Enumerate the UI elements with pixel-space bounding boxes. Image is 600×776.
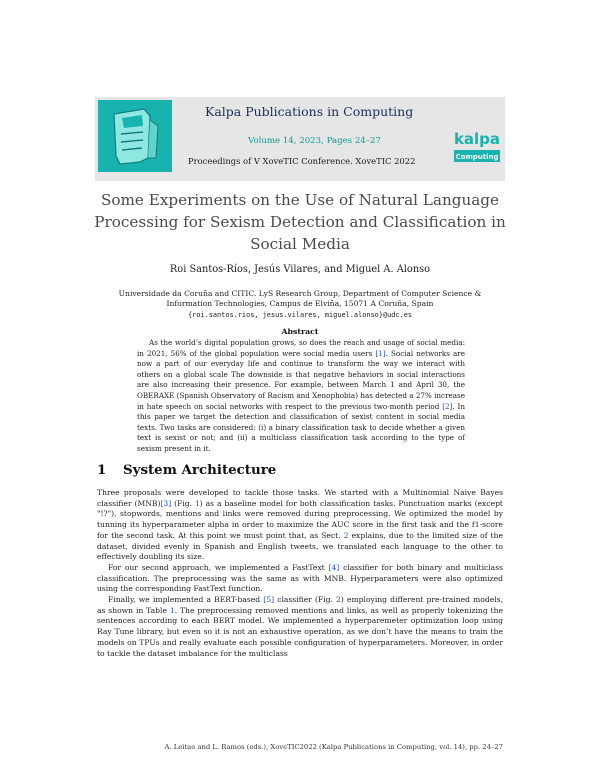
paragraph: Three proposals were developed to tackle those tasks. We started with a Multinomial Naive Bayes classifier (MNB)[3] (Fig. 1) as a baseline model for both classification tasks. Punctuation marks (except "!?"), stopwords, mentions and links were removed during preprocessing. We optimized the model by tunning its hyperparameter alpha in order to maximize the AUC score in the first task and the f1-score for the second task. At this point we must point that, as Sect. 2 explains, due to the limited size of the dataset, divided evenly in Spanish and English tweets, we translated each language to the other to effectively doubling its size. [97,488,503,562]
citation-link[interactable]: [2] [442,401,453,411]
abstract-heading: Abstract [281,327,319,336]
section-title: System Architecture [123,462,277,478]
paper-authors: Roi Santos-Ríos, Jesús Vilares, and Miguel A. Alonso [169,264,431,275]
figure-ref-link[interactable]: 1 [194,498,200,508]
section-ref-link[interactable]: 2 [343,530,349,540]
section-heading [97,462,276,478]
author-emails: {roi.santos.rios, jesus.vilares, miguel.alonso}@udc.es [187,310,413,319]
paper-title: Some Experiments on the Use of Natural Language Processing for Sexism Detection and Classification in Social Media [94,191,506,253]
citation-link[interactable]: [4] [328,562,340,572]
affiliation-line-2: Information Technologies, Campus de Elviña, 15071 A Coruña, Spain [166,299,434,309]
page-footer: A. Leitao and L. Ramos (eds.), XoveTIC2022 (Kalpa Publications in Computing, vol. 14), pp. 24–27 [164,743,503,751]
proceedings-title: Proceedings of V XoveTIC Conference. XoveTIC 2022 [188,156,416,166]
body-text [97,488,503,659]
journal-series-title: Kalpa Publications in Computing [205,104,414,119]
citation-link[interactable]: [5] [263,595,275,605]
section-number: 1 [97,462,107,478]
affiliation-block [90,289,510,320]
citation-link[interactable]: [3] [160,498,172,508]
paragraph: Finally, we implemented a BERT-based [5] classifier (Fig. 2) employing different pre-trained models, as shown in Table 1. The preprocessing removed mentions and links, as well as properly tokenizing the sentences according to each BERT model. We implemented a hyperparemeter optimization loop using Ray Tune library, but even so it is not an exhaustive operation, as we don’t have the means to train the models on TPUs and really evaluate each possible configuration of hyperparameters. Moreover, in order to tackle the dataset imbalance for the multiclass [97,595,503,658]
kalpa-book-logo [98,100,172,172]
affiliation-line-1: Universidade da Coruña and CITIC. LyS Research Group, Department of Computer Science & [118,289,482,298]
abstract-text: As the world’s digital population grows, so does the reach and usage of social media: in 2021, 56% of the global population were social media users [1]. Social networks are now a part of our everyday life and continue to transform the way we interact with others on a global scale The downside is that negative behaviors in social interactions are also increasing their presence. For example, between March 1 and April 30, the OBERAXE (Spanish Observatory of Racism and Xenophobia) has detected a 27% increase in hate speech on social networks with respect to the previous two-month period [2]. In this paper we target the detection and classification of sexist content in social media texts. Two tasks are considered: (i) a binary classification task to decide whether a given text is sexist or not; and (ii) a multiclass classification task according to the type of sexism present in it. [137,338,465,453]
kalpa-computing-logo [453,120,501,166]
journal-volume: Volume 14, 2023, Pages 24–27 [248,136,381,146]
table-ref-link[interactable]: 1 [169,605,175,615]
logo-subtext: Computing [455,153,499,161]
figure-ref-link[interactable]: 2 [336,595,341,605]
paragraph: For our second approach, we implemented a FastText [4] classifier for both binary and multiclass classification. The preprocessing was the same as with MNB. Hyperparameters were also optimized using the corresponding FastText function. [97,562,503,594]
citation-link[interactable]: [1] [375,348,386,358]
logo-wordmark: kalpa [453,130,501,148]
